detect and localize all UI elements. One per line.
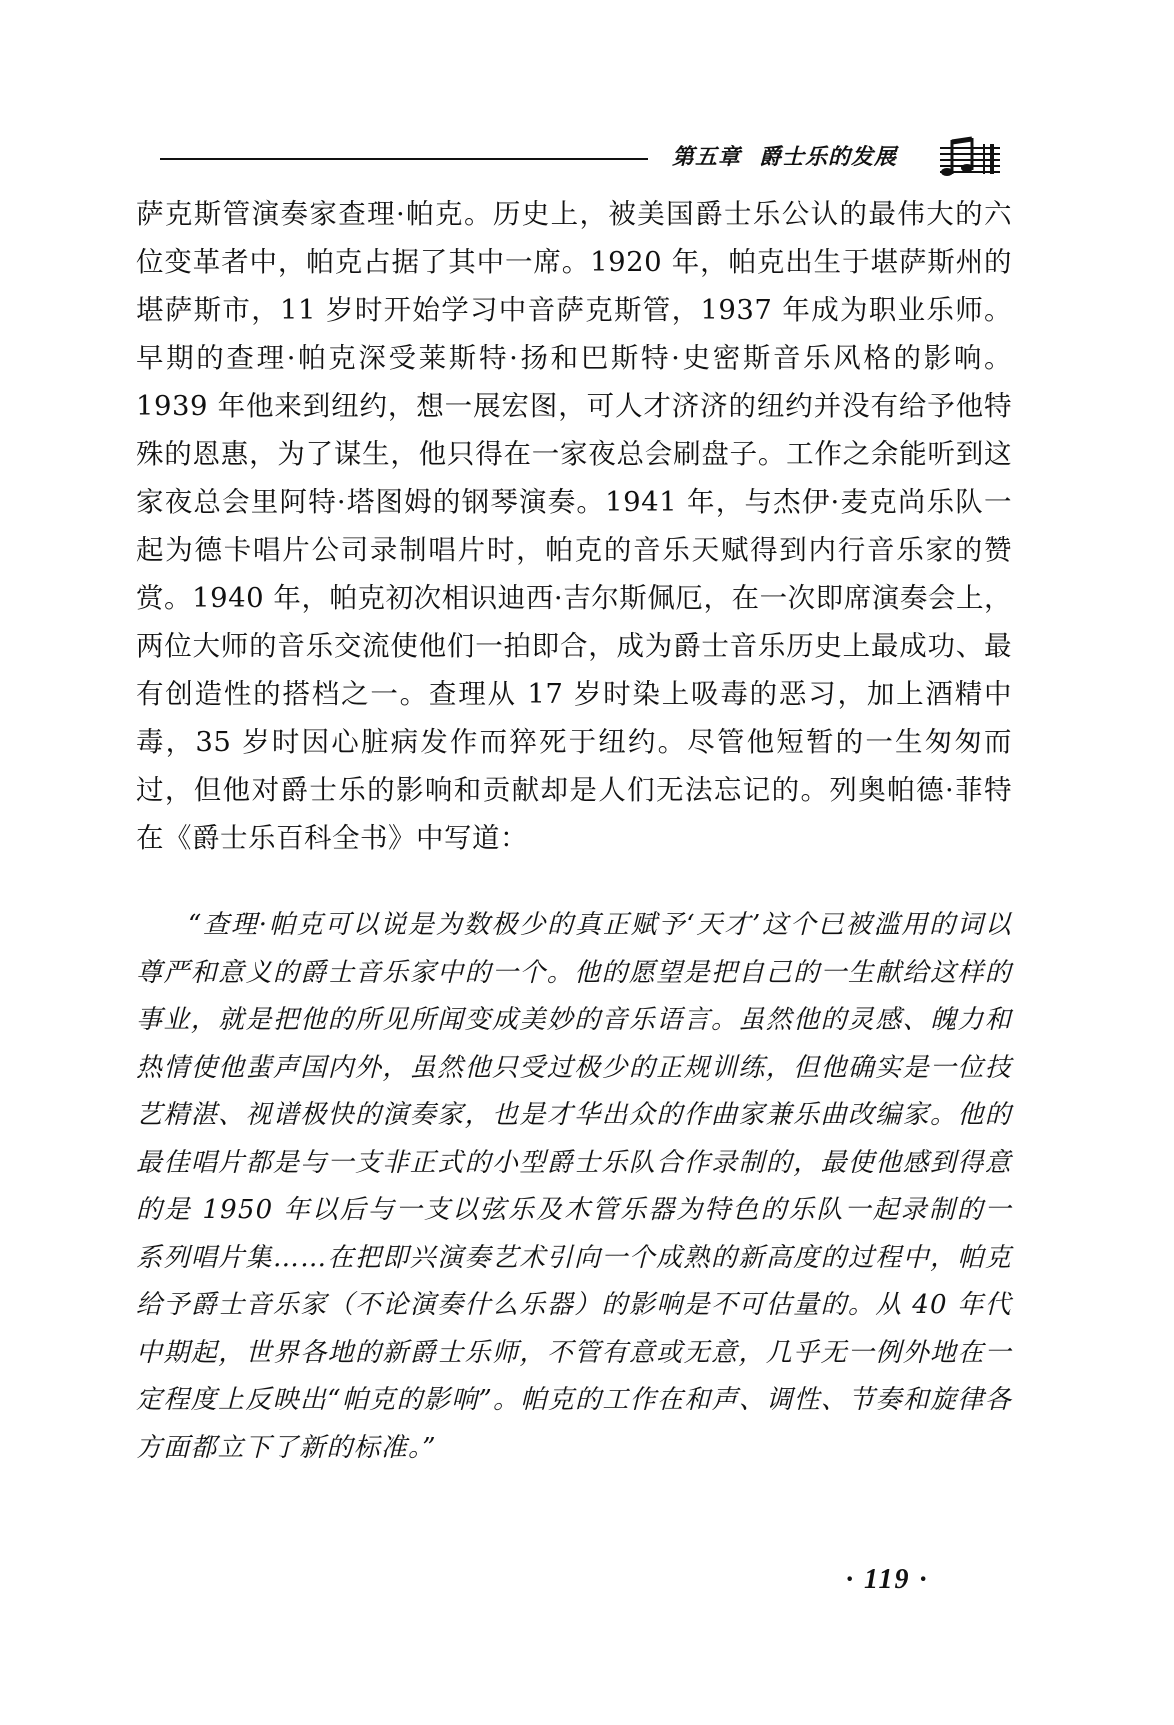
page-number: · 119 ·: [846, 1564, 929, 1595]
body-paragraph: 萨克斯管演奏家查理·帕克。历史上，被美国爵士乐公认的最伟大的六位变革者中，帕克占据了其中一席。1920 年，帕克出生于堪萨斯州的堪萨斯市，11 岁时开始学习中音萨克斯管，1937 年成为职业乐师。早期的查理·帕克深受莱斯特·扬和巴斯特·史密斯音乐风格的影响。1939 年他来到纽约，想一展宏图，可人才济济的纽约并没有给予他特殊的恩惠，为了谋生，他只得在一家夜总会刷盘子。工作之余能听到这家夜总会里阿特·塔图姆的钢琴演奏。1941 年，与杰伊·麦克尚乐队一起为德卡唱片公司录制唱片时，帕克的音乐天赋得到内行音乐家的赞赏。1940 年，帕克初次相识迪西·吉尔斯佩厄，在一次即席演奏会上，两位大师的音乐交流使他们一拍即合，成为爵士音乐历史上最成功、最有创造性的搭档之一。查理从 17 岁时染上吸毒的恶习，加上酒精中毒，35 岁时因心脏病发作而猝死于纽约。尽管他短暂的一生匆匆而过，但他对爵士乐的影响和贡献却是人们无法忘记的。列奥帕德·菲特在《爵士乐百科全书》中写道：: [136, 198, 1012, 854]
header-rule: [160, 158, 648, 160]
chapter-title: 爵士乐的发展: [759, 145, 898, 170]
header-text: [672, 140, 897, 171]
chapter-label: 第五章: [672, 145, 742, 170]
body-text: [136, 190, 1012, 862]
music-staff-icon: [938, 134, 1002, 176]
block-quote: [136, 902, 1012, 1472]
running-header: [160, 140, 1010, 180]
quote-paragraph: “查理·帕克可以说是为数极少的真正赋予‘天才’这个已被滥用的词以尊严和意义的爵士音乐家中的一个。他的愿望是把自己的一生献给这样的事业，就是把他的所见所闻变成美妙的音乐语言。虽然他的灵感、魄力和热情使他蜚声国内外，虽然他只受过极少的正规训练，但他确实是一位技艺精湛、视谱极快的演奏家，也是才华出众的作曲家兼乐曲改编家。他的最佳唱片都是与一支非正式的小型爵士乐队合作录制的，最使他感到得意的是 1950 年以后与一支以弦乐及木管乐器为特色的乐队一起录制的一系列唱片集……在把即兴演奏艺术引向一个成熟的新高度的过程中，帕克给予爵士音乐家（不论演奏什么乐器）的影响是不可估量的。从 40 年代中期起，世界各地的新爵士乐师，不管有意或无意，几乎无一例外地在一定程度上反映出“帕克的影响”。帕克的工作在和声、调性、节奏和旋律各方面都立下了新的标准。”: [136, 910, 1012, 1463]
